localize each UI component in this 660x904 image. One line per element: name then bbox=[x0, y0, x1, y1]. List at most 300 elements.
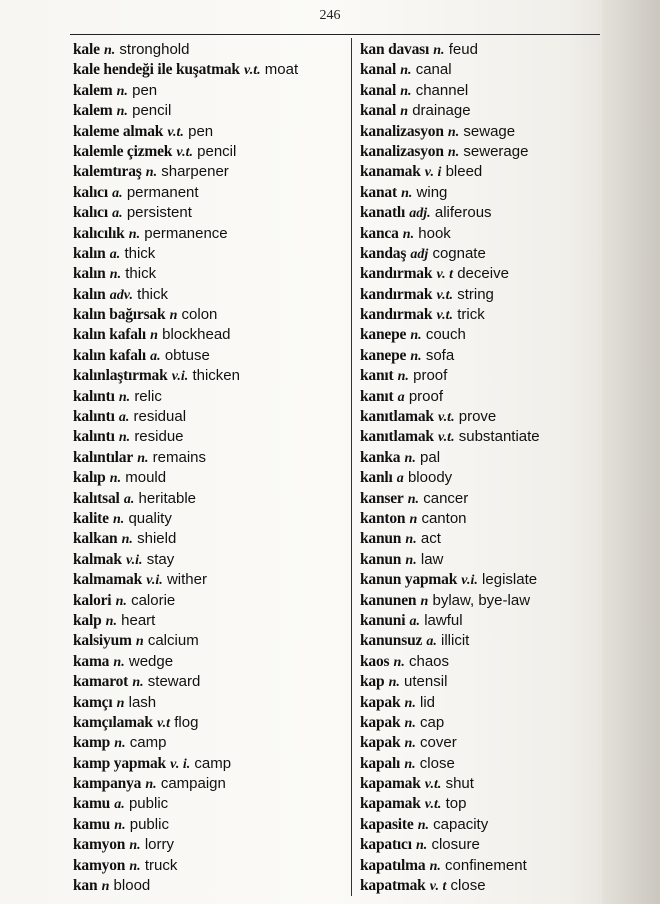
part-of-speech: v.i. bbox=[125, 552, 143, 568]
part-of-speech: v.i. bbox=[171, 369, 189, 385]
translation: bleed bbox=[445, 163, 483, 181]
dictionary-entry bbox=[360, 529, 600, 549]
headword: kanal bbox=[360, 81, 397, 99]
part-of-speech: a. bbox=[114, 797, 125, 813]
dictionary-entry bbox=[360, 101, 600, 121]
part-of-speech: adj bbox=[410, 246, 429, 262]
part-of-speech: v.t. bbox=[167, 124, 184, 140]
part-of-speech: n. bbox=[114, 817, 126, 833]
part-of-speech: v.t. bbox=[436, 308, 454, 324]
dictionary-entry bbox=[73, 427, 349, 447]
headword: kalıcılık bbox=[73, 224, 125, 242]
headword: kale bbox=[73, 41, 100, 58]
dictionary-entry bbox=[360, 244, 600, 264]
headword: kalın kafalı bbox=[73, 326, 146, 344]
translation: utensil bbox=[404, 673, 448, 691]
part-of-speech: v.i. bbox=[461, 573, 478, 589]
translation: public bbox=[128, 795, 169, 813]
translation: pencil bbox=[197, 142, 237, 160]
dictionary-entry bbox=[73, 468, 349, 488]
headword: kalıp bbox=[73, 469, 106, 487]
dictionary-entry bbox=[360, 427, 600, 447]
headword: kanepe bbox=[360, 346, 407, 364]
dictionary-entry bbox=[73, 142, 349, 162]
part-of-speech: n. bbox=[109, 267, 122, 283]
headword: kapamak bbox=[360, 775, 421, 793]
headword: kan davası bbox=[360, 41, 430, 58]
part-of-speech: n. bbox=[401, 185, 413, 201]
part-of-speech: v.t. bbox=[437, 430, 455, 446]
headword: kanun bbox=[360, 550, 402, 568]
dictionary-entry bbox=[73, 448, 349, 468]
part-of-speech: n. bbox=[388, 675, 400, 691]
part-of-speech: n. bbox=[447, 144, 460, 160]
part-of-speech: v.t. bbox=[244, 63, 261, 79]
part-of-speech: v.t. bbox=[176, 144, 193, 160]
translation: act bbox=[420, 530, 441, 548]
dictionary-entry bbox=[360, 570, 600, 590]
dictionary-entry bbox=[73, 815, 349, 835]
part-of-speech: n. bbox=[400, 83, 412, 99]
part-of-speech: n. bbox=[105, 613, 117, 629]
translation: stay bbox=[146, 550, 175, 568]
translation: pen bbox=[132, 81, 158, 99]
translation: couch bbox=[425, 326, 466, 344]
headword: kanca bbox=[360, 224, 399, 242]
part-of-speech: n. bbox=[447, 124, 460, 140]
part-of-speech: v.t. bbox=[424, 777, 442, 793]
dictionary-entry bbox=[360, 509, 600, 529]
headword: kapak bbox=[360, 734, 401, 752]
headword: kapamak bbox=[360, 795, 421, 813]
headword: kanat bbox=[360, 183, 397, 201]
headword: kanıtlamak bbox=[360, 428, 434, 446]
translation: confinement bbox=[445, 856, 527, 874]
part-of-speech: n. bbox=[404, 736, 416, 752]
translation: bloody bbox=[407, 469, 453, 487]
headword: kanser bbox=[360, 489, 404, 507]
translation: pal bbox=[420, 448, 441, 466]
headword: kanatlı bbox=[360, 204, 406, 222]
part-of-speech: v.t bbox=[156, 715, 171, 731]
headword: kan bbox=[73, 877, 98, 895]
part-of-speech: n. bbox=[132, 675, 144, 691]
headword: kamarot bbox=[73, 673, 129, 691]
translation: prove bbox=[458, 408, 497, 426]
translation: camp bbox=[194, 754, 232, 772]
headword: kamu bbox=[73, 815, 111, 833]
dictionary-entry bbox=[73, 325, 349, 345]
dictionary-entry bbox=[360, 224, 600, 244]
part-of-speech: n. bbox=[404, 695, 416, 711]
part-of-speech: n. bbox=[121, 532, 133, 548]
part-of-speech: n. bbox=[114, 736, 126, 752]
headword: kama bbox=[73, 652, 110, 670]
dictionary-entry bbox=[360, 876, 600, 896]
translation: blood bbox=[113, 877, 151, 895]
headword: kalemtıraş bbox=[73, 163, 142, 181]
part-of-speech: v. t bbox=[429, 879, 447, 895]
dictionary-entry bbox=[73, 285, 349, 305]
headword: kanlı bbox=[360, 469, 393, 487]
translation: substantiate bbox=[458, 428, 540, 446]
part-of-speech: a. bbox=[118, 410, 130, 426]
translation: persistent bbox=[126, 204, 192, 222]
translation: heart bbox=[121, 611, 156, 629]
dictionary-entry bbox=[360, 305, 600, 325]
dictionary-entry bbox=[73, 611, 349, 631]
part-of-speech: v. i bbox=[424, 165, 442, 181]
translation: sofa bbox=[425, 346, 455, 364]
part-of-speech: n. bbox=[129, 858, 141, 874]
dictionary-entry bbox=[73, 60, 349, 80]
part-of-speech: n. bbox=[103, 43, 116, 58]
translation: lawful bbox=[424, 611, 463, 629]
dictionary-entry bbox=[360, 264, 600, 284]
part-of-speech: n. bbox=[393, 654, 405, 670]
headword: kanıtlamak bbox=[360, 408, 434, 426]
translation: quality bbox=[128, 509, 172, 527]
translation: chaos bbox=[409, 652, 450, 670]
part-of-speech: n. bbox=[410, 328, 422, 344]
headword: kamp bbox=[73, 734, 111, 752]
part-of-speech: v. i. bbox=[170, 756, 191, 772]
translation: residual bbox=[133, 408, 187, 426]
dictionary-entry bbox=[73, 652, 349, 672]
part-of-speech: n. bbox=[417, 817, 429, 833]
translation: cover bbox=[420, 734, 457, 752]
translation: channel bbox=[415, 81, 469, 99]
headword: kapatmak bbox=[360, 877, 426, 895]
part-of-speech: n bbox=[135, 634, 144, 650]
dictionary-entry bbox=[360, 815, 600, 835]
part-of-speech: n. bbox=[433, 43, 445, 58]
part-of-speech: n. bbox=[115, 593, 127, 609]
headword: kamu bbox=[73, 795, 111, 813]
part-of-speech: v.t. bbox=[424, 797, 442, 813]
dictionary-entry bbox=[73, 244, 349, 264]
part-of-speech: n. bbox=[404, 715, 416, 731]
dictionary-entry bbox=[73, 162, 349, 182]
part-of-speech: v.t. bbox=[437, 410, 455, 426]
translation: feud bbox=[448, 41, 478, 58]
dictionary-entry bbox=[73, 591, 349, 611]
headword: kanun yapmak bbox=[360, 571, 458, 589]
dictionary-entry bbox=[360, 346, 600, 366]
translation: legislate bbox=[482, 571, 538, 589]
translation: thick bbox=[125, 265, 157, 283]
dictionary-entry bbox=[360, 285, 600, 305]
translation: capacity bbox=[433, 815, 489, 833]
headword: kandırmak bbox=[360, 265, 433, 283]
part-of-speech: n. bbox=[404, 450, 416, 466]
part-of-speech: v.i. bbox=[146, 573, 163, 589]
headword: kalın bbox=[73, 244, 106, 262]
dictionary-entry bbox=[360, 550, 600, 570]
dictionary-entry bbox=[360, 183, 600, 203]
right-column bbox=[360, 40, 600, 896]
headword: kalın bbox=[73, 285, 106, 303]
translation: relic bbox=[134, 387, 162, 405]
part-of-speech: n. bbox=[405, 532, 417, 548]
headword: kapalı bbox=[360, 754, 401, 772]
page-number: 246 bbox=[319, 8, 341, 23]
translation: proof bbox=[408, 387, 444, 405]
translation: illicit bbox=[441, 632, 470, 650]
translation: hook bbox=[418, 224, 451, 242]
part-of-speech: n. bbox=[113, 511, 125, 527]
headword: kanton bbox=[360, 509, 406, 527]
dictionary-entry bbox=[360, 713, 600, 733]
dictionary-entry bbox=[360, 40, 600, 60]
translation: colon bbox=[181, 306, 218, 324]
headword: kapak bbox=[360, 693, 401, 711]
headword: kalemle çizmek bbox=[73, 142, 173, 160]
headword: kalıntı bbox=[73, 387, 115, 405]
headword: kanıt bbox=[360, 367, 394, 385]
part-of-speech: n bbox=[150, 328, 158, 344]
headword: kampanya bbox=[73, 775, 142, 793]
part-of-speech: v. t bbox=[436, 267, 454, 283]
part-of-speech: n. bbox=[402, 226, 415, 242]
translation: public bbox=[129, 815, 169, 833]
translation: canal bbox=[415, 61, 452, 79]
part-of-speech: n. bbox=[410, 348, 422, 364]
dictionary-entry bbox=[360, 489, 600, 509]
part-of-speech: adv. bbox=[109, 287, 133, 303]
headword: kap bbox=[360, 673, 385, 691]
headword: kamp yapmak bbox=[73, 754, 166, 772]
dictionary-entry bbox=[73, 794, 349, 814]
part-of-speech: a. bbox=[112, 185, 123, 201]
translation: drainage bbox=[412, 102, 471, 120]
headword: kapatılma bbox=[360, 856, 426, 874]
translation: trick bbox=[457, 306, 485, 324]
headword: kalıntılar bbox=[73, 448, 134, 466]
part-of-speech: a. bbox=[150, 348, 161, 364]
translation: lash bbox=[128, 693, 157, 711]
part-of-speech: n. bbox=[113, 654, 125, 670]
part-of-speech: n. bbox=[145, 777, 157, 793]
dictionary-entry bbox=[360, 325, 600, 345]
dictionary-entry bbox=[73, 835, 349, 855]
left-column bbox=[73, 40, 349, 896]
dictionary-entry bbox=[73, 733, 349, 753]
translation: deceive bbox=[457, 265, 509, 283]
translation: cognate bbox=[432, 244, 486, 262]
dictionary-entry bbox=[360, 468, 600, 488]
headword: kalori bbox=[73, 591, 112, 609]
dictionary-entry bbox=[73, 81, 349, 101]
translation: sharpener bbox=[161, 163, 229, 181]
headword: kanalizasyon bbox=[360, 122, 444, 140]
part-of-speech: n. bbox=[415, 838, 428, 854]
part-of-speech: a bbox=[396, 471, 404, 487]
translation: string bbox=[457, 285, 494, 303]
headword: kanepe bbox=[360, 326, 407, 344]
headword: kanka bbox=[360, 448, 401, 466]
headword: kalmamak bbox=[73, 571, 143, 589]
translation: camp bbox=[129, 734, 167, 752]
part-of-speech: n. bbox=[404, 756, 416, 772]
headword: kandırmak bbox=[360, 285, 433, 303]
headword: kalıtsal bbox=[73, 489, 120, 507]
header-rule bbox=[70, 34, 600, 35]
headword: kalın bbox=[73, 265, 106, 283]
headword: kalıcı bbox=[73, 183, 108, 201]
translation: canton bbox=[421, 509, 467, 527]
translation: calcium bbox=[147, 632, 199, 650]
headword: kanunen bbox=[360, 591, 417, 609]
headword: kanamak bbox=[360, 163, 421, 181]
dictionary-entry bbox=[73, 346, 349, 366]
translation: sewerage bbox=[463, 142, 529, 160]
dictionary-entry bbox=[360, 387, 600, 407]
dictionary-entry bbox=[360, 652, 600, 672]
headword: kamyon bbox=[73, 836, 126, 854]
dictionary-entry bbox=[360, 835, 600, 855]
part-of-speech: n bbox=[101, 879, 110, 895]
part-of-speech: n bbox=[409, 511, 418, 527]
dictionary-entry bbox=[360, 611, 600, 631]
translation: mould bbox=[125, 469, 167, 487]
part-of-speech: n. bbox=[137, 450, 149, 466]
dictionary-entry bbox=[360, 407, 600, 427]
headword: kandaş bbox=[360, 244, 407, 262]
headword: kanun bbox=[360, 530, 402, 548]
headword: kalınlaştırmak bbox=[73, 367, 168, 385]
dictionary-entry bbox=[73, 387, 349, 407]
translation: thick bbox=[124, 244, 156, 262]
dictionary-entry bbox=[73, 876, 349, 896]
dictionary-entry bbox=[73, 754, 349, 774]
part-of-speech: a bbox=[397, 389, 405, 405]
translation: residue bbox=[134, 428, 184, 446]
dictionary-entry bbox=[73, 203, 349, 223]
headword: kaos bbox=[360, 652, 390, 670]
dictionary-entry bbox=[360, 81, 600, 101]
part-of-speech: n. bbox=[118, 389, 131, 405]
dictionary-entry bbox=[73, 570, 349, 590]
translation: close bbox=[450, 877, 486, 895]
dictionary-entry bbox=[360, 733, 600, 753]
translation: top bbox=[445, 795, 467, 813]
translation: cancer bbox=[423, 489, 469, 507]
headword: kanunsuz bbox=[360, 632, 423, 650]
translation: aliferous bbox=[434, 204, 492, 222]
translation: steward bbox=[147, 673, 201, 691]
headword: kanal bbox=[360, 102, 397, 120]
dictionary-entry bbox=[73, 366, 349, 386]
translation: permanent bbox=[126, 183, 199, 201]
headword: kalıntı bbox=[73, 408, 115, 426]
dictionary-entry bbox=[360, 754, 600, 774]
translation: shield bbox=[137, 530, 177, 548]
headword: kalıcı bbox=[73, 204, 108, 222]
translation: thick bbox=[137, 285, 168, 303]
translation: pencil bbox=[132, 102, 172, 120]
headword: kalıntı bbox=[73, 428, 115, 446]
dictionary-entry bbox=[73, 407, 349, 427]
part-of-speech: adj. bbox=[409, 206, 431, 222]
translation: truck bbox=[144, 856, 178, 874]
dictionary-entry bbox=[73, 122, 349, 142]
dictionary-entry bbox=[360, 203, 600, 223]
dictionary-entry bbox=[360, 448, 600, 468]
dictionary-entry bbox=[360, 693, 600, 713]
dictionary-entry bbox=[73, 774, 349, 794]
headword: kanal bbox=[360, 61, 397, 79]
part-of-speech: n. bbox=[145, 165, 158, 181]
part-of-speech: a. bbox=[123, 491, 135, 507]
headword: kalın kafalı bbox=[73, 346, 146, 364]
translation: pen bbox=[188, 122, 214, 140]
part-of-speech: n. bbox=[116, 83, 128, 99]
dictionary-entry bbox=[360, 366, 600, 386]
part-of-speech: n. bbox=[400, 63, 412, 79]
part-of-speech: n. bbox=[405, 552, 417, 568]
translation: heritable bbox=[138, 489, 197, 507]
headword: kanuni bbox=[360, 611, 406, 629]
dictionary-entry bbox=[73, 183, 349, 203]
part-of-speech: n. bbox=[128, 226, 141, 242]
headword: kalite bbox=[73, 509, 109, 527]
dictionary-entry bbox=[73, 713, 349, 733]
dictionary-entry bbox=[73, 40, 349, 60]
headword: kalsiyum bbox=[73, 632, 132, 650]
translation: stronghold bbox=[119, 41, 190, 58]
part-of-speech: n bbox=[116, 695, 125, 711]
dictionary-entry bbox=[73, 489, 349, 509]
translation: obtuse bbox=[164, 346, 210, 364]
headword: kalkan bbox=[73, 530, 118, 548]
dictionary-entry bbox=[73, 529, 349, 549]
dictionary-entry bbox=[73, 509, 349, 529]
part-of-speech: n. bbox=[429, 858, 441, 874]
translation: wither bbox=[166, 571, 207, 589]
part-of-speech: n. bbox=[397, 369, 409, 385]
part-of-speech: n. bbox=[407, 491, 420, 507]
headword: kamyon bbox=[73, 856, 126, 874]
headword: kamçılamak bbox=[73, 713, 153, 731]
headword: kanalizasyon bbox=[360, 142, 444, 160]
headword: kapak bbox=[360, 713, 401, 731]
headword: kalem bbox=[73, 81, 113, 99]
dictionary-entry bbox=[360, 631, 600, 651]
translation: thicken bbox=[192, 367, 240, 385]
dictionary-entry bbox=[360, 162, 600, 182]
translation: campaign bbox=[160, 775, 226, 793]
dictionary-entry bbox=[360, 142, 600, 162]
headword: kandırmak bbox=[360, 306, 433, 324]
dictionary-entry bbox=[73, 224, 349, 244]
part-of-speech: a. bbox=[409, 613, 421, 629]
dictionary-entry bbox=[73, 856, 349, 876]
part-of-speech: n bbox=[420, 593, 429, 609]
dictionary-entry bbox=[360, 122, 600, 142]
dictionary-entry bbox=[73, 264, 349, 284]
dictionary-entry bbox=[360, 856, 600, 876]
part-of-speech: a. bbox=[109, 246, 121, 262]
dictionary-entry bbox=[73, 693, 349, 713]
headword: kalp bbox=[73, 611, 102, 629]
translation: cap bbox=[420, 713, 445, 731]
headword: kanıt bbox=[360, 387, 394, 405]
translation: lid bbox=[420, 693, 436, 711]
part-of-speech: a. bbox=[426, 634, 437, 650]
translation: remains bbox=[152, 448, 207, 466]
headword: kapatıcı bbox=[360, 836, 412, 854]
